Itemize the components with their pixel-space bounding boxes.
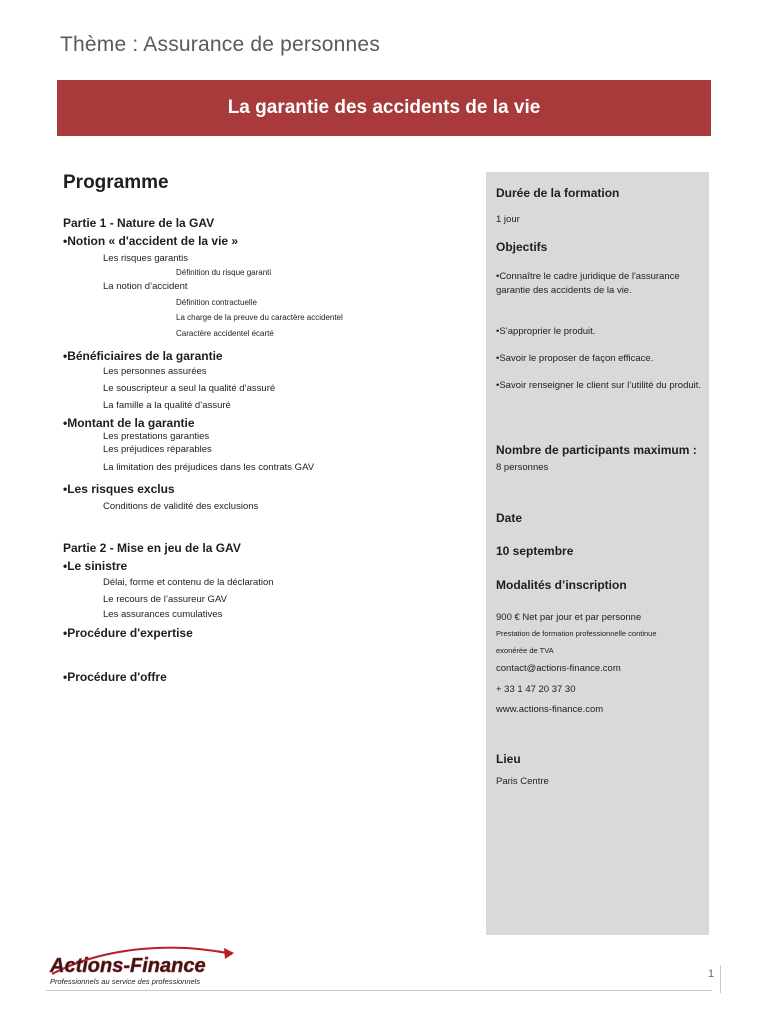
prix-text: 900 € Net par jour et par personne — [496, 612, 642, 623]
objectifs-title: Objectifs — [496, 240, 548, 254]
list-item: Caractère accidentel écarté — [176, 328, 274, 338]
notion-heading: •Notion « d'accident de la vie » — [63, 234, 239, 248]
expertise-heading: •Procédure d'expertise — [63, 626, 193, 640]
sinistre-heading: •Le sinistre — [63, 559, 128, 573]
website-link[interactable]: www.actions-finance.com — [496, 704, 604, 715]
banner-title: La garantie des accidents de la vie — [227, 97, 541, 118]
logo-graphic — [46, 944, 236, 992]
list-item: Le recours de l’assureur GAV — [103, 594, 227, 605]
footer-rule — [46, 990, 712, 991]
list-item: Délai, forme et contenu de la déclaration — [103, 577, 274, 588]
list-item: Conditions de validité des exclusions — [103, 501, 259, 512]
logo-tagline: Professionnels au service des professionnels — [50, 977, 201, 986]
objectif-item: •S’approprier le produit. — [496, 326, 596, 337]
date-value: 10 septembre — [496, 544, 574, 558]
montant-heading: •Montant de la garantie — [63, 416, 195, 430]
list-item: La famille a la qualité d’assuré — [103, 400, 231, 411]
duree-title: Durée de la formation — [496, 186, 620, 200]
company-logo — [46, 944, 236, 992]
participants-title: Nombre de participants maximum : — [496, 443, 697, 457]
objectif-item: •Savoir le proposer de façon efficace. — [496, 353, 654, 364]
list-item: Les prestations garanties — [103, 431, 210, 442]
list-item: Les assurances cumulatives — [103, 609, 223, 620]
page-number-divider — [720, 965, 721, 993]
list-item: Définition contractuelle — [176, 297, 257, 307]
date-title: Date — [496, 511, 523, 525]
phone-text: + 33 1 47 20 37 30 — [496, 684, 576, 695]
list-item: La charge de la preuve du caractère accidentel — [176, 313, 343, 322]
lieu-title: Lieu — [496, 752, 521, 766]
page-number: 1 — [708, 968, 715, 980]
programme-title: Programme — [63, 172, 169, 193]
list-item: La notion d’accident — [103, 280, 188, 292]
email-link[interactable]: contact@actions-finance.com — [496, 663, 621, 674]
objectif-item: •Connaître le cadre juridique de l'assurance garantie des accidents de la vie. — [496, 271, 680, 296]
title-banner — [57, 80, 711, 136]
list-item: La limitation des préjudices dans les contrats GAV — [103, 462, 315, 473]
logo-arrowhead — [224, 948, 234, 959]
part2-title: Partie 2 - Mise en jeu de la GAV — [63, 541, 241, 555]
modalites-title: Modalités d’inscription — [496, 578, 627, 592]
programme-section — [63, 172, 478, 685]
lieu-value: Paris Centre — [496, 776, 549, 787]
duree-value: 1 jour — [496, 214, 520, 225]
participants-value: 8 personnes — [496, 462, 549, 473]
list-item: Les risques garantis — [103, 253, 189, 264]
objectif-item: •Savoir renseigner le client sur l’utilité du produit. — [496, 380, 702, 391]
tva-text: exonérée de TVA — [496, 646, 554, 655]
list-item: Les préjudices réparables — [103, 444, 212, 455]
list-item: Les personnes assurées — [103, 366, 207, 377]
exclus-heading: •Les risques exclus — [63, 482, 175, 496]
beneficiaires-heading: •Bénéficiaires de la garantie — [63, 349, 223, 363]
participants-block — [496, 442, 702, 476]
list-item: Le souscripteur a seul la qualité d’assuré — [103, 383, 276, 394]
prestation-text: Prestation de formation professionnelle continue — [496, 629, 657, 638]
theme-heading: Thème : Assurance de personnes — [60, 33, 381, 56]
part1-title: Partie 1 - Nature de la GAV — [63, 216, 215, 230]
offre-heading: •Procédure d'offre — [63, 670, 167, 684]
list-item: Définition du risque garanti — [176, 268, 272, 277]
logo-name: Actions-Finance — [50, 955, 206, 977]
